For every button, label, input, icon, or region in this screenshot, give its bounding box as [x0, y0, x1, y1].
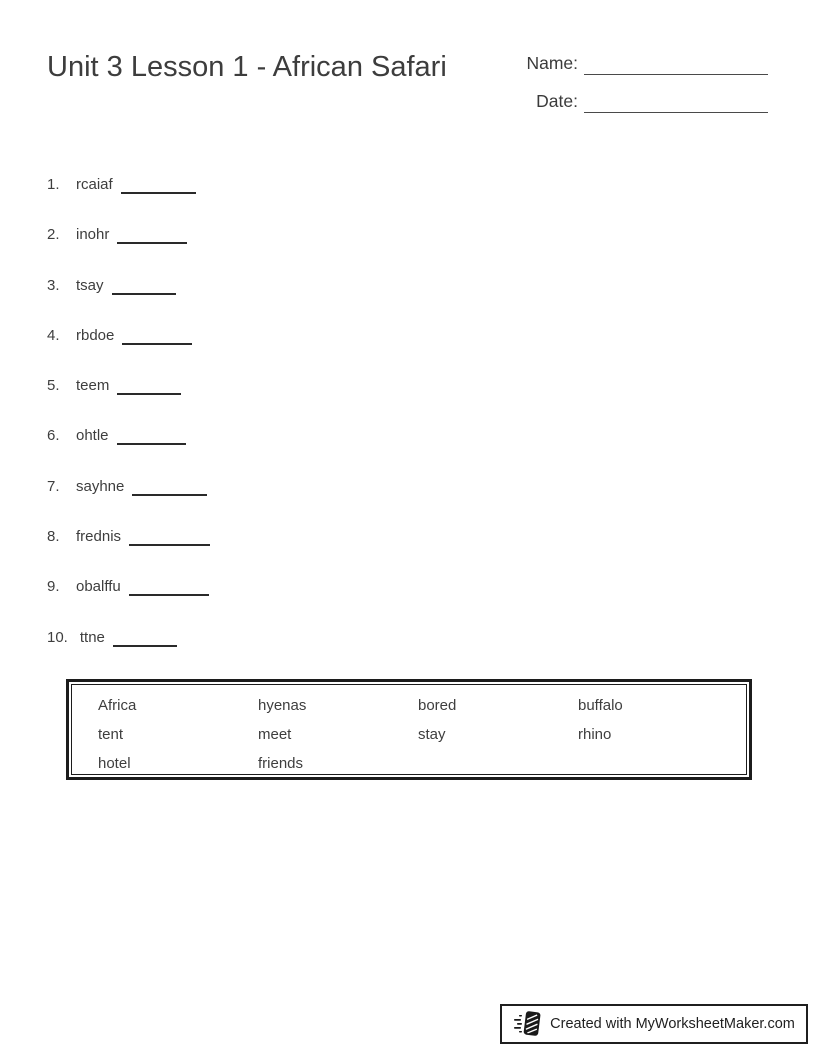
item-number: 2.: [47, 226, 60, 244]
item-number: 9.: [47, 578, 60, 596]
scrambled-word: frednis: [76, 528, 122, 546]
item-number: 7.: [47, 477, 60, 495]
scramble-item: [47, 478, 210, 528]
answer-blank-line: [117, 393, 181, 395]
scrambled-word: teem: [76, 377, 110, 395]
answer-blank-line: [129, 544, 210, 546]
date-label: Date:: [536, 91, 578, 111]
name-date-block: [514, 50, 772, 126]
word-bank-word: stay: [418, 726, 446, 743]
scrambled-word: sayhne: [76, 477, 125, 495]
item-number: 8.: [47, 528, 60, 546]
scramble-item: [47, 327, 210, 377]
item-number: 10.: [47, 628, 68, 646]
word-bank-word: tent: [98, 726, 124, 743]
answer-blank-line: [129, 594, 210, 596]
answer-blank-line: [122, 343, 192, 345]
name-blank-line: [584, 52, 768, 75]
item-number: 1.: [47, 176, 60, 193]
scramble-item: [47, 578, 210, 628]
word-bank-word: meet: [258, 726, 292, 743]
word-bank-word: friends: [258, 755, 304, 772]
word-bank-grid: [71, 684, 747, 775]
item-number: 6.: [47, 427, 60, 445]
word-bank-word: hotel: [98, 755, 131, 772]
answer-blank-line: [121, 192, 196, 194]
credit-text: Created with MyWorksheetMaker.com: [550, 1016, 795, 1032]
answer-blank-line: [132, 494, 207, 496]
scramble-item: [47, 226, 210, 276]
answer-blank-line: [117, 242, 187, 244]
item-number: 5.: [47, 377, 60, 395]
answer-blank-line: [117, 443, 187, 445]
answer-blank-line: [112, 293, 176, 295]
word-bank-word: buffalo: [578, 697, 623, 714]
scramble-item: [47, 176, 210, 226]
worksheet-maker-logo-icon: [513, 1010, 543, 1038]
scramble-list: [47, 176, 210, 679]
scramble-item: [47, 277, 210, 327]
word-bank-word: Africa: [98, 697, 137, 714]
scrambled-word: rcaiaf: [76, 176, 113, 193]
scramble-item: [47, 427, 210, 477]
item-number: 4.: [47, 326, 60, 344]
scrambled-word: obalffu: [76, 578, 121, 596]
scrambled-word: ohtle: [76, 427, 109, 445]
name-row: [514, 50, 772, 75]
scrambled-word: ttne: [79, 628, 105, 646]
scramble-item: [47, 377, 210, 427]
word-bank-word: rhino: [578, 726, 612, 743]
name-label: Name:: [526, 53, 578, 73]
credit-badge: [500, 1004, 808, 1044]
item-number: 3.: [47, 276, 60, 294]
answer-blank-line: [113, 645, 177, 647]
word-bank-box: [66, 679, 752, 780]
word-bank-word: bored: [418, 697, 457, 714]
scrambled-word: rbdoe: [76, 326, 115, 344]
date-blank-line: [584, 90, 768, 113]
scrambled-word: tsay: [76, 276, 104, 294]
scramble-item: [47, 629, 210, 679]
page-title: Unit 3 Lesson 1 - African Safari: [47, 51, 447, 83]
scramble-item: [47, 528, 210, 578]
date-row: [514, 88, 772, 113]
word-bank-word: hyenas: [258, 697, 307, 714]
scrambled-word: inohr: [76, 226, 110, 244]
